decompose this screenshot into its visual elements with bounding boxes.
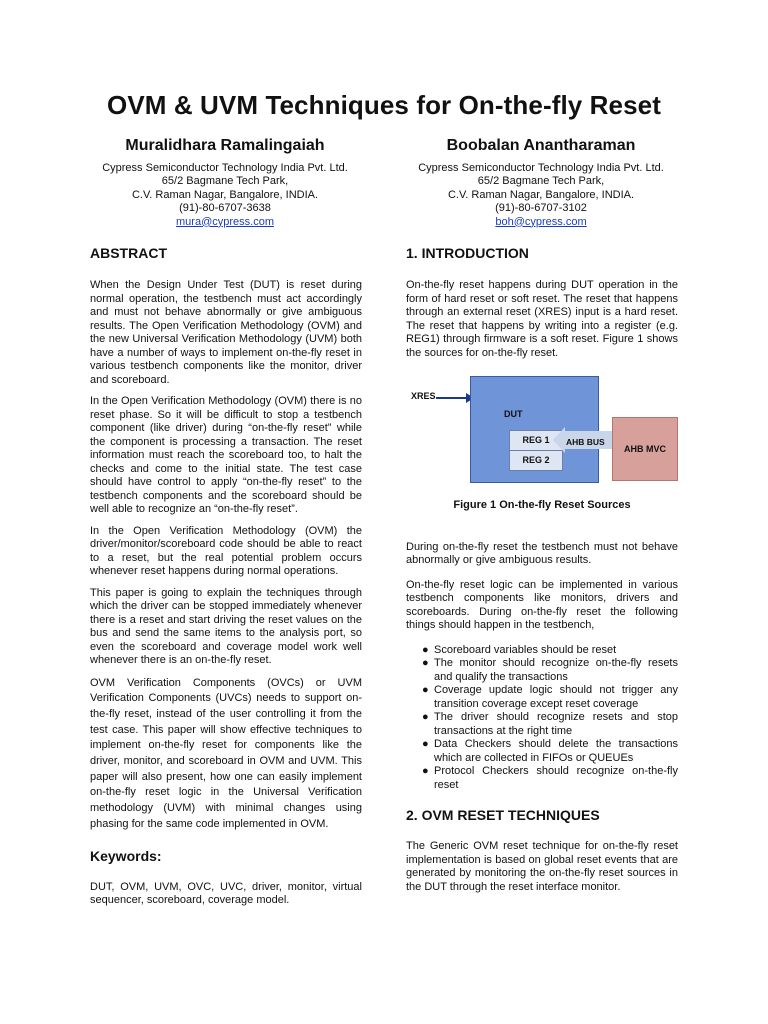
bullet-icon: ●: [422, 765, 429, 777]
ahb-mvc-block: AHB MVC: [612, 417, 678, 481]
list-item: ● Coverage update logic should not trigger any transition coverage except reset coverage: [422, 684, 678, 710]
author-block-2: [376, 136, 706, 229]
author-affiliation: Cypress Semiconductor Technology India Pvt. Ltd.: [102, 162, 348, 174]
abstract-paragraph: OVM Verification Components (OVCs) or UVM Verification Components (UVCs) needs to support on-the-fly reset, instead of the user controlling it from the test case. This paper will show effective techniques to implement on-the-fly reset for components like the driver, monitor, and scoreboard in OVM and UVM. This paper will also present, how one can easily implement on-the-fly reset logic in the Universal Verification methodology (UVM) with minimal changes using phasing for the same code implemented in OVM.: [90, 676, 362, 830]
list-item: ● The monitor should recognize on-the-fly resets and qualify the transactions: [422, 657, 678, 683]
author-name: Boobalan Anantharaman: [446, 137, 636, 154]
intro-paragraph: During on-the-fly reset the testbench must not behave abnormally or give ambiguous results.: [406, 540, 678, 566]
intro-paragraph: On-the-fly reset happens during DUT operation in the form of hard reset or soft reset. The reset that happens through an external reset (XRES) input is a hard reset. The reset that happens by writing into a register (e.g. REG1) through firmware is a soft reset. Figure 1 shows the sources for on-the-fly reset.: [406, 279, 678, 359]
dut-label: DUT: [504, 409, 523, 419]
author-phone: (91)-80-6707-3102: [495, 202, 587, 215]
left-column: [90, 244, 362, 908]
bullet-icon: ●: [422, 711, 429, 723]
right-column: [406, 244, 678, 894]
section2-paragraph: The Generic OVM reset technique for on-the-fly reset implementation is based on global reset events that are generated by monitoring the on-the-fly reset sources in the DUT through the reset interface monitor.: [406, 840, 678, 893]
author-email-link[interactable]: boh@cypress.com: [495, 215, 587, 228]
ahb-bus-arrowhead: [553, 427, 565, 453]
reg1-block: REG 1: [509, 430, 563, 451]
author-address-1: 65/2 Bagmane Tech Park,: [161, 175, 289, 188]
list-item: ● Data Checkers should delete the transactions which are collected in FIFOs or QUEUEs: [422, 738, 678, 764]
figure-1-diagram: [406, 374, 696, 489]
author-address-2: C.V. Raman Nagar, Bangalore, INDIA.: [131, 188, 319, 201]
abstract-heading: ABSTRACT: [90, 245, 167, 261]
xres-arrow: [436, 397, 470, 399]
author-name: Muralidhara Ramalingaiah: [125, 137, 325, 154]
abstract-paragraph: In the Open Verification Methodology (OVM) the driver/monitor/scoreboard code should be able to react to a reset, but the real potential problem occurs whenever reset happens during normal operations.: [90, 524, 362, 577]
bullet-icon: ●: [422, 738, 429, 750]
reg2-block: REG 2: [509, 450, 563, 471]
keywords-text: DUT, OVM, UVM, OVC, UVC, driver, monitor, virtual sequencer, scoreboard, coverage model.: [90, 880, 362, 907]
intro-paragraph: On-the-fly reset logic can be implemented in various testbench components like monitors, drivers and scoreboards. During on-the-fly reset the following things should happen in the testbench,: [406, 578, 678, 631]
list-item: ● Scoreboard variables should be reset: [422, 643, 617, 656]
author-affiliation: Cypress Semiconductor Technology India Pvt. Ltd.: [418, 162, 664, 174]
author-address-1: 65/2 Bagmane Tech Park,: [477, 175, 605, 188]
bullet-icon: ●: [422, 684, 429, 696]
author-block-1: [60, 136, 390, 229]
xres-label: XRES: [411, 391, 436, 401]
bullet-icon: ●: [422, 657, 429, 669]
author-address-2: C.V. Raman Nagar, Bangalore, INDIA.: [447, 188, 635, 201]
paper-title: OVM & UVM Techniques for On-the-fly Reset: [107, 90, 661, 120]
reset-requirements-list: [406, 644, 678, 793]
section2-heading: 2. OVM RESET TECHNIQUES: [406, 807, 600, 823]
figure-caption: Figure 1 On-the-fly Reset Sources: [453, 499, 631, 511]
keywords-heading: Keywords:: [90, 847, 162, 864]
introduction-heading: 1. INTRODUCTION: [406, 245, 529, 261]
ahb-bus-label: AHB BUS: [566, 437, 605, 447]
list-item: ● Protocol Checkers should recognize on-the-fly reset: [422, 765, 678, 791]
author-phone: (91)-80-6707-3638: [179, 202, 271, 215]
abstract-paragraph: In the Open Verification Methodology (OVM) there is no reset phase. So it will be difficult to stop a testbench component (like driver) during “on-the-fly reset” while the component is processing a transaction. The reset information must reach the scoreboard too, to halt the checks and come to the initial state. The test case should have control to apply “on-the-fly reset” to the testbench components and the scoreboard should be well able to recognize an “on-the-fly reset”.: [90, 395, 362, 515]
abstract-paragraph: When the Design Under Test (DUT) is reset during normal operation, the testbench must act accordingly and must not behave abnormally or give ambiguous results. The Open Verification Methodology (OVM) and the new Universal Verification Methodology (UVM) both have a number of ways to implement on-the-fly reset in various testbench components like the monitor, driver and scoreboard.: [90, 279, 362, 386]
abstract-paragraph: This paper is going to explain the techniques through which the driver can be stopped immediately whenever there is a reset and start driving the reset values on the bus and send the same items to the analysis port, so even the scoreboard and coverage model work well whenever there is an on-the-fly reset.: [90, 586, 362, 666]
list-item: ● The driver should recognize resets and stop transactions at the right time: [422, 711, 678, 737]
bullet-icon: ●: [422, 643, 429, 656]
author-email-link[interactable]: mura@cypress.com: [176, 215, 274, 228]
